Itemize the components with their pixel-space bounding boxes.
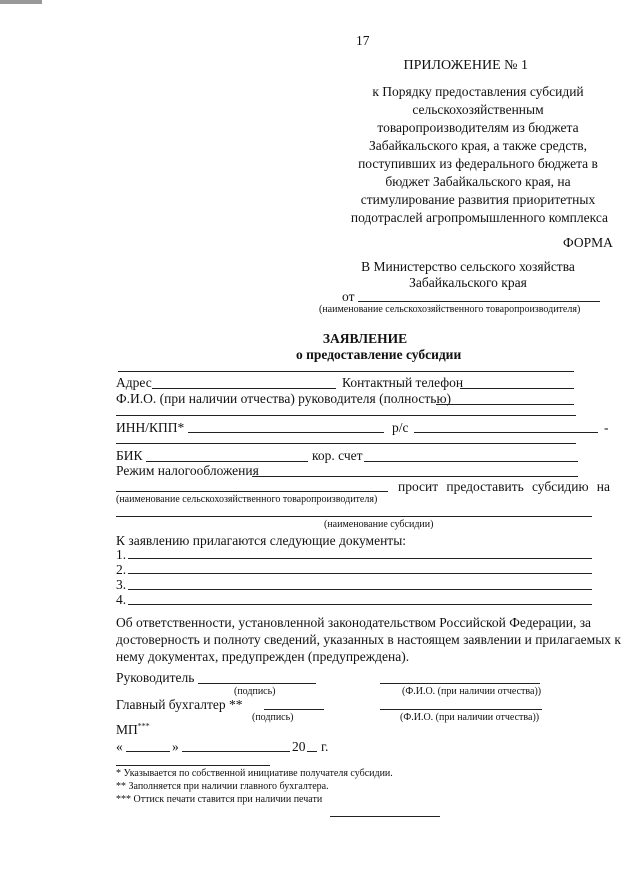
head-signature-caption: (подпись): [234, 686, 276, 697]
accountant-signature-line[interactable]: [264, 709, 324, 710]
date-month-line[interactable]: [182, 751, 290, 752]
producer-caption: (наименование сельскохозяйственного товаропроизводителя): [116, 494, 378, 505]
footnote: *** Оттиск печати ставится при наличии печати: [116, 794, 323, 805]
addressee-line-1: В Министерство сельского хозяйства: [361, 259, 575, 274]
head-signature-line[interactable]: [198, 683, 316, 684]
appendix-line: подотраслей агропромышленного комплекса: [350, 210, 608, 225]
inn-field-line-2[interactable]: [116, 443, 576, 444]
request-word: субсидию: [531, 479, 589, 494]
phone-field-line[interactable]: [460, 388, 574, 389]
statement-title: ЗАЯВЛЕНИЕ: [322, 331, 408, 346]
account-label: р/с: [392, 420, 409, 435]
corr-account-label: кор. счет: [312, 448, 363, 463]
documents-intro: К заявлению прилагаются следующие документы:: [116, 533, 407, 548]
appendix-line: Забайкальского края, а также средств,: [369, 138, 587, 153]
bik-field-line[interactable]: [146, 461, 308, 462]
head-name-field-line-2[interactable]: [116, 415, 576, 416]
date-open-quote: «: [116, 739, 123, 754]
head-name-label: Ф.И.О. (при наличии отчества) руководителя (полностью): [116, 391, 452, 406]
request-text: [398, 479, 610, 495]
appendix-line: стимулирование развития приоритетных: [360, 192, 596, 207]
stamp-label: [116, 722, 150, 738]
form-top-line: [118, 371, 574, 372]
responsibility-line: достоверность и полноту сведений, указанных в настоящем заявлении и прилагаемых к: [116, 632, 621, 647]
date-year-prefix: 20: [292, 739, 306, 754]
account-field-line[interactable]: [414, 432, 598, 433]
accountant-signature-label: Главный бухгалтер **: [116, 697, 243, 712]
appendix-line: бюджет Забайкальского края, на: [385, 174, 571, 189]
from-field-line[interactable]: [358, 301, 600, 302]
stamp-footnote-mark: ***: [137, 721, 150, 731]
subsidy-caption: (наименование субсидии): [324, 519, 434, 530]
document-field-line[interactable]: [128, 558, 592, 559]
appendix-line: к Порядку предоставления субсидий: [372, 84, 584, 99]
head-signature-label: Руководитель: [116, 670, 195, 685]
responsibility-line: нему документах, предупрежден (предупреждена).: [116, 649, 410, 664]
accountant-name-caption: (Ф.И.О. (при наличии отчества)): [400, 712, 540, 723]
subsidy-field-line[interactable]: [116, 516, 592, 517]
document-field-line[interactable]: [128, 604, 592, 605]
appendix-line: товаропроизводителям из бюджета: [377, 120, 579, 135]
account-dash: -: [604, 420, 609, 435]
from-label: от: [342, 289, 355, 304]
stamp-text: МП: [116, 722, 138, 737]
document-field-line[interactable]: [128, 589, 592, 590]
bik-label: БИК: [116, 448, 143, 463]
accountant-signature-caption: (подпись): [252, 712, 294, 723]
address-field-line[interactable]: [152, 388, 336, 389]
inn-label: ИНН/КПП*: [116, 420, 185, 435]
statement-subtitle: о предоставление субсидии: [296, 347, 462, 362]
document-number: 2.: [116, 562, 127, 577]
page-number: 17: [356, 33, 370, 48]
document-number: 4.: [116, 592, 127, 607]
appendix-text: [260, 83, 608, 227]
address-label: Адрес: [116, 375, 152, 390]
scan-edge-mark: [0, 0, 42, 4]
accountant-name-line[interactable]: [380, 709, 542, 710]
appendix-line: поступивших из федерального бюджета в: [358, 156, 598, 171]
date-year-line[interactable]: [307, 751, 317, 752]
head-name-field-line[interactable]: [436, 404, 574, 405]
head-name-caption: (Ф.И.О. (при наличии отчества)): [402, 686, 542, 697]
request-word: на: [596, 479, 610, 494]
date-close-quote: »: [172, 739, 179, 754]
request-word: просит: [398, 479, 439, 494]
phone-label: Контактный телефон: [342, 375, 464, 390]
responsibility-text: [116, 614, 621, 665]
date-day-line[interactable]: [126, 751, 170, 752]
tax-mode-field-line[interactable]: [252, 476, 578, 477]
inn-field-line[interactable]: [188, 432, 384, 433]
corr-account-field-line[interactable]: [364, 461, 578, 462]
document-number: 3.: [116, 577, 127, 592]
responsibility-line: Об ответственности, установленной законодательством Российской Федерации, за: [116, 615, 592, 630]
appendix-line: сельскохозяйственным: [412, 102, 544, 117]
document-number: 1.: [116, 547, 127, 562]
producer-field-line[interactable]: [116, 491, 388, 492]
form-label: ФОРМА: [563, 235, 613, 250]
addressee-line-2: Забайкальского края: [409, 275, 527, 290]
footnote: ** Заполняется при наличии главного бухгалтера.: [116, 781, 329, 792]
date-year-suffix: г.: [321, 739, 329, 754]
tax-mode-label: Режим налогообложения: [116, 463, 259, 478]
head-name-sign-line[interactable]: [380, 683, 540, 684]
from-caption: (наименование сельскохозяйственного товаропроизводителя): [319, 304, 581, 315]
appendix-title: ПРИЛОЖЕНИЕ № 1: [403, 58, 528, 73]
bottom-rule: [330, 816, 440, 817]
request-word: предоставить: [446, 479, 524, 494]
footnote: * Указывается по собственной инициативе получателя субсидии.: [116, 768, 393, 779]
footnote-separator: [116, 765, 270, 766]
document-field-line[interactable]: [128, 573, 592, 574]
